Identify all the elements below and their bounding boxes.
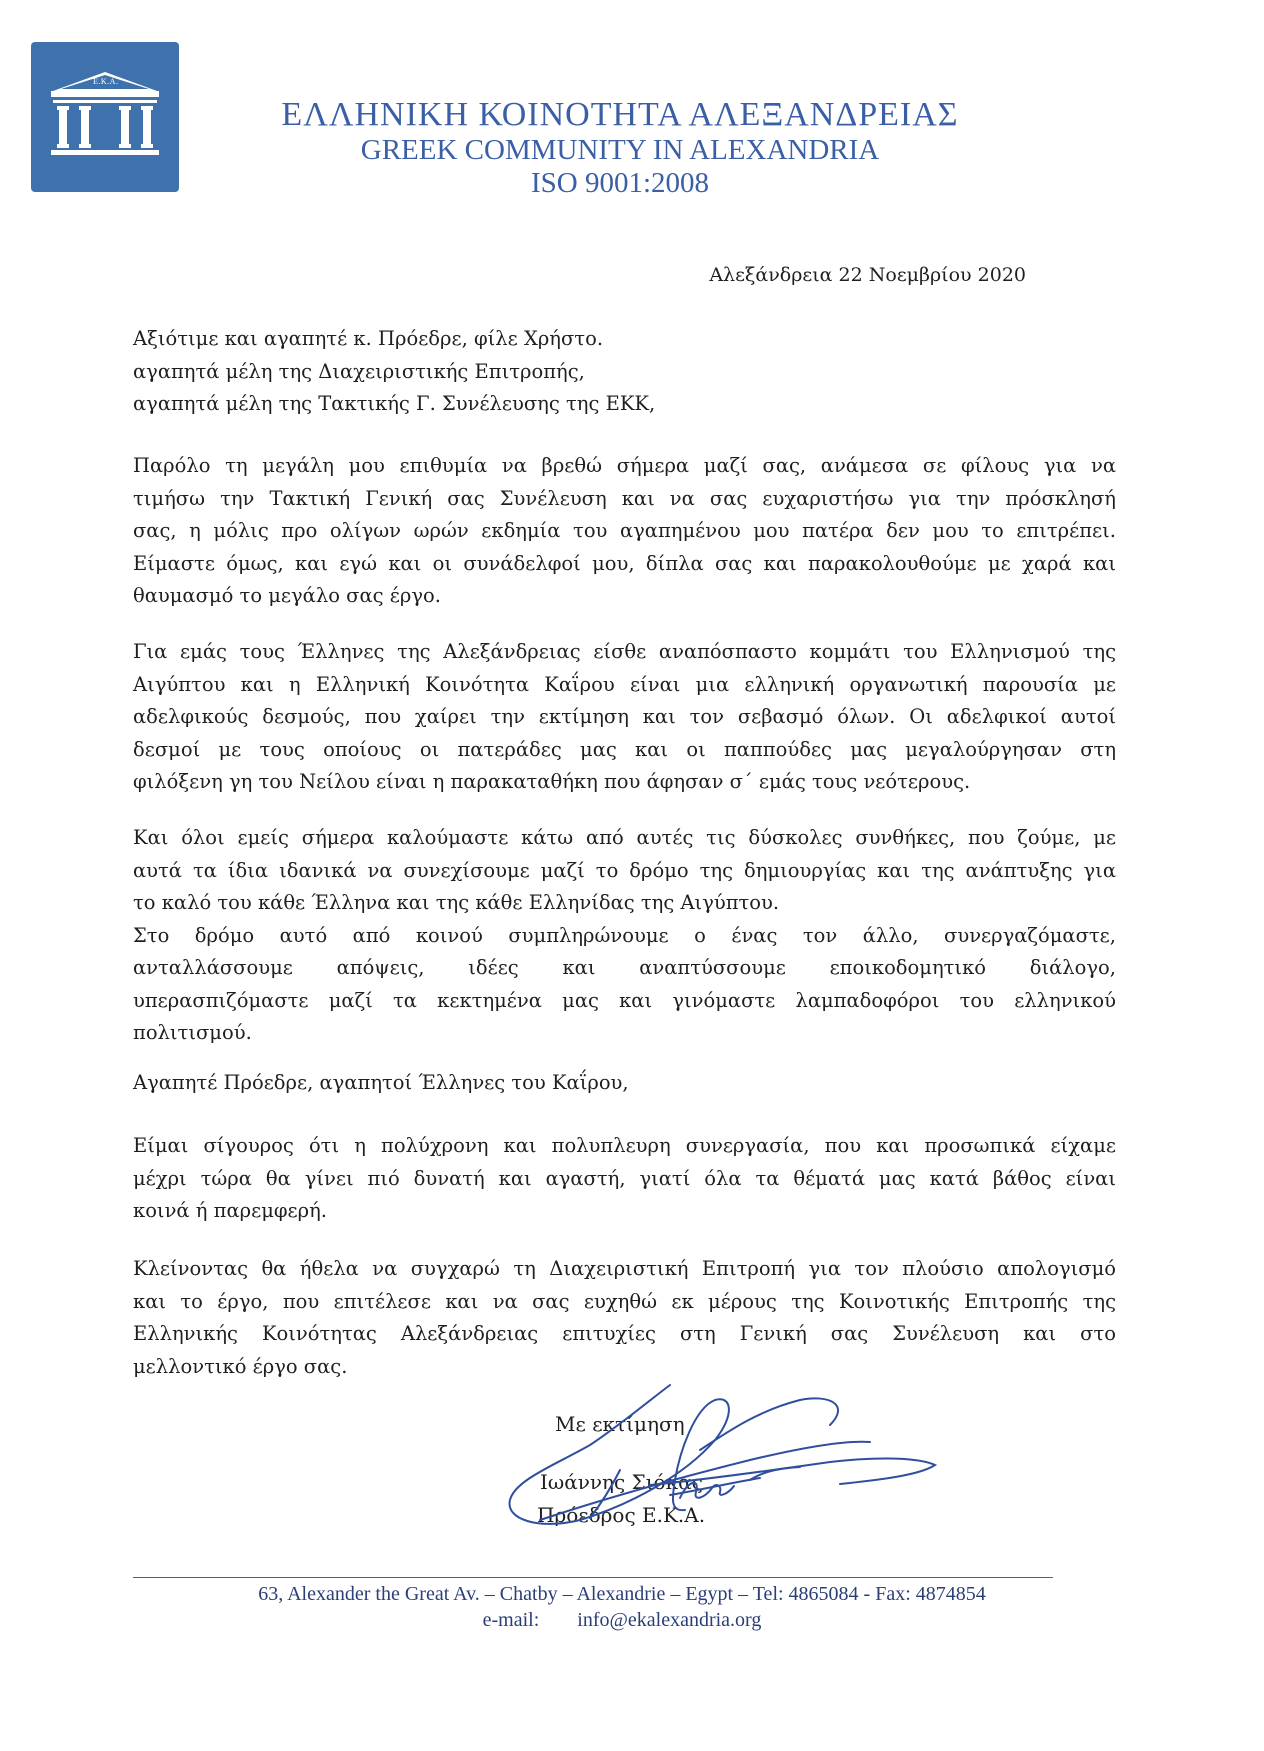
salutation-line: Αξιότιμε και αγαπητέ κ. Πρόεδρε, φίλε Χρήστο. — [133, 327, 604, 350]
paragraph-line: ανταλλάσσουμε απόψεις, ιδέες και αναπτύσσουμε εποικοδομητικό διάλογο, — [133, 956, 1116, 979]
paragraph-line: πολιτισμού. — [133, 1021, 252, 1044]
paragraph-line: φιλόξενη γη του Νείλου είναι η παρακαταθήκη που άφησαν σ΄ εμάς τους νεότερους. — [133, 770, 971, 793]
salutation-line: αγαπητά μέλη της Διαχειριστικής Επιτροπής, — [133, 359, 585, 383]
paragraph-line: το καλό του κάθε Έλληνα και της κάθε Ελληνίδας της Αιγύπτου. — [133, 891, 780, 914]
signer-title: Πρόεδρος Ε.Κ.Α. — [537, 1503, 706, 1527]
letterhead-title-english: GREEK COMMUNITY IN ALEXANDRIA — [360, 134, 880, 166]
paragraph-line: μελλοντικό έργο σας. — [133, 1354, 348, 1378]
paragraph-line: Αγαπητέ Πρόεδρε, αγαπητοί Έλληνες του Καΐρου, — [133, 1071, 629, 1094]
paragraph-line: τιμήσω την Τακτική Γενική σας Συνέλευση και να σας ευχαριστήσω για την πρόσκλησή — [133, 486, 1116, 510]
footer-divider — [133, 1577, 1053, 1578]
paragraph-line: Και όλοι εμείς σήμερα καλούμαστε κάτω από αυτές τις δύσκολες συνθήκες, που ζούμε, με — [133, 826, 1116, 849]
signer-name: Ιωάννης Σιόκας — [540, 1470, 703, 1494]
paragraph-line: Αιγύπτου και η Ελληνική Κοινότητα Καΐρου είναι μια ελληνική οργανωτική παρουσία με — [133, 672, 1116, 696]
paragraph-line: Είμαι σίγουρος ότι η πολύχρονη και πολυπλευρη συνεργασία, που και προσωπικά είχαμε — [133, 1134, 1116, 1157]
paragraph-line: υπερασπιζόμαστε μαζί τα κεκτημένα μας και γινόμαστε λαμπαδοφόροι του ελληνικού — [133, 988, 1116, 1012]
paragraph-line: θαυμασμό το μεγάλο σας έργο. — [133, 584, 441, 607]
footer-email[interactable]: info@ekalexandria.org — [577, 1609, 762, 1631]
letter-date: Αλεξάνδρεια 22 Νοεμβρίου 2020 — [709, 264, 1026, 286]
paragraph-line: Για εμάς τους Έλληνες της Αλεξάνδρειας είσθε αναπόσπαστο κομμάτι του Ελληνισμού της — [133, 640, 1116, 663]
logo — [31, 42, 179, 192]
paragraph-line: δεσμοί με τους οποίους οι πατεράδες μας και οι παππούδες μας μεγαλούργησαν στη — [133, 737, 1116, 761]
letterhead-title-greek: ΕΛΛΗΝΙΚΗ ΚΟΙΝΟΤΗΤΑ ΑΛΕΞΑΝΔΡΕΙΑΣ — [281, 96, 959, 133]
paragraph-5 — [133, 1130, 1116, 1228]
temple-icon — [31, 42, 179, 192]
footer-email-line — [133, 1609, 1111, 1632]
letterhead-certification: ISO 9001:2008 — [530, 167, 710, 199]
handwritten-signature — [500, 1380, 980, 1540]
footer-address: 63, Alexander the Great Av. – Chatby – Alexandrie – Egypt – Tel: 4865084 - Fax: 4874854 — [258, 1583, 986, 1605]
paragraph-line: μέχρι τώρα θα γίνει πιό δυνατή και αγαστή, γιατί όλα τα θέματά μας κατά βάθος είναι — [133, 1166, 1116, 1190]
paragraph-line: Στο δρόμο αυτό από κοινού συμπληρώνουμε ο ένας τον άλλο, συνεργαζόμαστε, — [133, 923, 1116, 947]
salutation-line: αγαπητά μέλη της Τακτικής Γ. Συνέλευσης της ΕΚΚ, — [133, 392, 656, 415]
logo-text: Ε.Κ.Α. — [93, 77, 119, 86]
footer-email-label: e-mail: — [482, 1609, 540, 1631]
paragraph-1 — [133, 450, 1116, 613]
paragraph-6 — [133, 1253, 1116, 1383]
paragraph-line: σας, η μόλις προ ολίγων ωρών εκδημία του αγαπημένου μου πατέρα δεν μου το επιτρέπει. — [133, 519, 1116, 542]
paragraph-line: Κλείνοντας θα ήθελα να συγχαρώ τη Διαχειριστική Επιτροπή για τον πλούσιο απολογισμό — [133, 1257, 1116, 1280]
paragraph-line: αυτά τα ίδια ιδανικά να συνεχίσουμε μαζί το δρόμο της δημιουργίας και της ανάπτυξης για — [133, 858, 1116, 882]
closing: Με εκτίμηση — [555, 1412, 685, 1436]
paragraph-line: αδελφικούς δεσμούς, που χαίρει την εκτίμηση και τον σεβασμό όλων. Οι αδελφικοί αυτοί — [133, 705, 1116, 728]
paragraph-line: κοινά ή παρεμφερή. — [133, 1199, 328, 1222]
paragraph-line: Παρόλο τη μεγάλη μου επιθυμία να βρεθώ σήμερα μαζί σας, ανάμεσα σε φίλους για να — [133, 454, 1116, 477]
salutation — [133, 323, 1116, 421]
paragraph-2 — [133, 636, 1116, 799]
paragraph-line: Ελληνικής Κοινότητας Αλεξάνδρειας επιτυχίες στη Γενική σας Συνέλευση και στο — [133, 1322, 1116, 1345]
paragraph-line: Είμαστε όμως, και εγώ και οι συνάδελφοί μου, δίπλα σας και παρακολουθούμε με χαρά και — [133, 551, 1116, 575]
paragraph-line: και το έργο, που επιτέλεσε και να σας ευχηθώ εκ μέρους της Κοινοτικής Επιτροπής της — [133, 1289, 1116, 1313]
paragraph-3 — [133, 822, 1116, 1050]
paragraph-4 — [133, 1067, 1116, 1100]
